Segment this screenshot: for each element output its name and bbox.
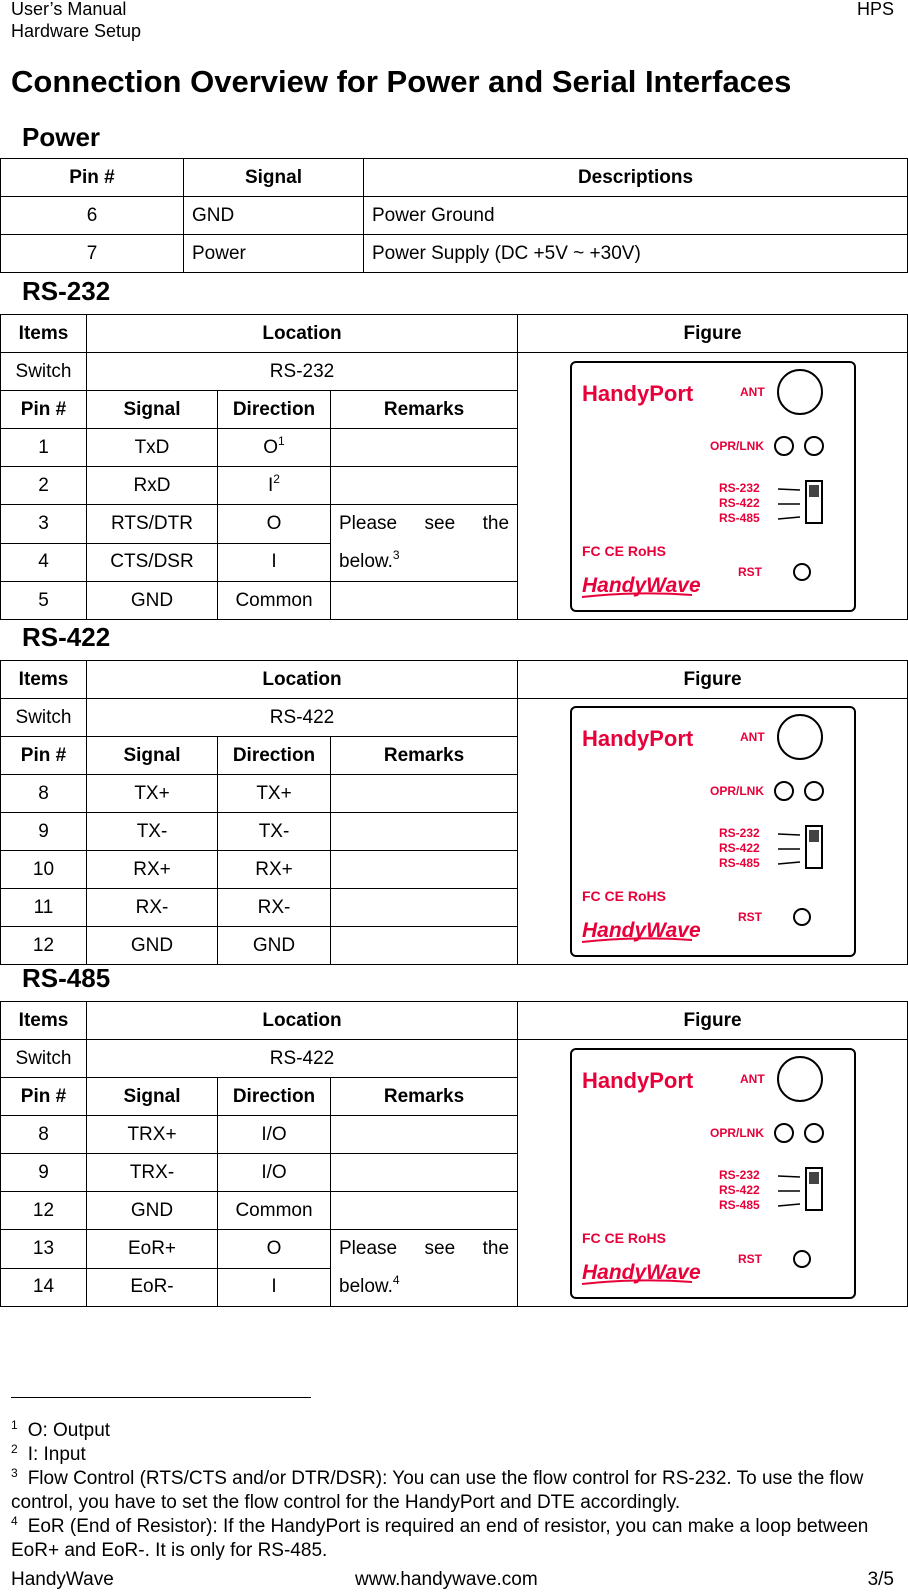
pin-cell: 8 [1, 775, 87, 813]
remarks-cell [331, 467, 518, 505]
table-header: Location [87, 1002, 518, 1040]
switch-value: RS-232 [87, 353, 518, 391]
table-header: Location [87, 315, 518, 353]
panel-label-sw1: RS-232 [718, 1167, 760, 1182]
pin-cell: 7 [1, 235, 184, 273]
page-title: Connection Overview for Power and Serial Interfaces [11, 64, 792, 99]
remarks-cell [331, 927, 518, 965]
rs485-table [0, 1001, 908, 1307]
direction-cell: Common [218, 1192, 331, 1230]
footer-company: HandyWave [11, 1569, 114, 1590]
direction-cell: I/O [218, 1154, 331, 1192]
footer-website[interactable]: www.handywave.com [355, 1569, 538, 1590]
pin-cell: 1 [1, 429, 87, 467]
section-title-power: Power [22, 122, 101, 152]
table-header: Remarks [331, 1078, 518, 1116]
table-row [1, 197, 908, 235]
direction-value: O [263, 436, 279, 458]
panel-label-cert: FC CE RoHS [581, 1229, 666, 1246]
direction-cell: O [218, 505, 331, 544]
panel-label-rst: RST [737, 910, 762, 924]
panel-label-sw2: RS-422 [718, 495, 760, 510]
remarks-cell [331, 1116, 518, 1154]
panel-label-sw3: RS-485 [718, 1197, 760, 1212]
pin-cell: 2 [1, 467, 87, 505]
pin-cell: 8 [1, 1116, 87, 1154]
remark-tail: below. [339, 1276, 393, 1297]
table-header: Pin # [1, 737, 87, 775]
table-header: Signal [87, 1078, 218, 1116]
panel-label-sw3: RS-485 [718, 856, 760, 870]
footnote-ref: 3 [392, 548, 400, 562]
table-header: Signal [184, 159, 364, 197]
device-panel-figure [568, 359, 858, 614]
pin-cell: 12 [1, 927, 87, 965]
footnote-text: O: Output [27, 1420, 111, 1441]
footnote-number: 1 [11, 1418, 18, 1432]
switch-label: Switch [1, 1040, 87, 1078]
remarks-cell [331, 429, 518, 467]
table-header: Remarks [331, 391, 518, 429]
power-table [0, 158, 908, 273]
pin-cell: 4 [1, 543, 87, 582]
panel-label-opr: OPR/LNK [709, 438, 764, 453]
switch-label: Switch [1, 353, 87, 391]
pin-cell: 5 [1, 582, 87, 620]
header-section: Hardware Setup [11, 21, 142, 41]
remark-tail: below. [339, 551, 393, 572]
remarks-cell [331, 889, 518, 927]
footer-page-number: 3/5 [867, 1569, 894, 1590]
footnote-number: 3 [11, 1466, 18, 1480]
table-header: Figure [518, 315, 908, 353]
signal-cell: EoR+ [87, 1230, 218, 1269]
rs232-table [0, 314, 908, 620]
section-title-rs232: RS-232 [22, 276, 111, 306]
remarks-cell [331, 1230, 518, 1307]
panel-label-sw3: RS-485 [718, 510, 760, 525]
figure-cell [518, 699, 908, 965]
description-cell: Power Supply (DC +5V ~ +30V) [364, 235, 908, 273]
table-header: Pin # [1, 391, 87, 429]
panel-label-rst: RST [737, 1251, 762, 1266]
direction-cell: I [218, 543, 331, 582]
figure-cell [518, 353, 908, 620]
panel-label-opr: OPR/LNK [709, 1125, 764, 1140]
signal-cell: GND [87, 1192, 218, 1230]
device-panel-figure [568, 704, 858, 959]
switch-value: RS-422 [87, 699, 518, 737]
panel-label-brand: HandyPort [581, 380, 693, 406]
signal-cell: TRX- [87, 1154, 218, 1192]
direction-cell [218, 429, 331, 467]
panel-label-maker: HandyWave [581, 573, 701, 597]
remarks-cell [331, 775, 518, 813]
signal-cell: TxD [87, 429, 218, 467]
section-title-rs485: RS-485 [22, 963, 111, 993]
pin-cell: 14 [1, 1268, 87, 1307]
header-product: HPS [856, 0, 894, 19]
panel-label-sw1: RS-232 [718, 480, 760, 495]
description-cell: Power Ground [364, 197, 908, 235]
signal-cell: TRX+ [87, 1116, 218, 1154]
rs422-table [0, 660, 908, 965]
table-header: Pin # [1, 159, 184, 197]
panel-label-cert: FC CE RoHS [581, 542, 666, 559]
footnote-number: 2 [11, 1442, 18, 1456]
figure-cell [518, 1040, 908, 1307]
pin-cell: 9 [1, 813, 87, 851]
pin-cell: 3 [1, 505, 87, 544]
signal-cell: GND [87, 582, 218, 620]
remark-text: Please see the [339, 513, 510, 534]
footnote-2 [11, 1443, 891, 1467]
pin-cell: 12 [1, 1192, 87, 1230]
table-header: Items [1, 1002, 87, 1040]
table-header: Direction [218, 391, 331, 429]
panel-label-sw1: RS-232 [718, 826, 760, 840]
direction-cell: TX+ [218, 775, 331, 813]
footnote-text: Flow Control (RTS/CTS and/or DTR/DSR): You can use the flow control for RS-232. To use the flow control, you have to set the flow control for the HandyPort and DTE accordingly. [11, 1468, 864, 1513]
signal-cell: RxD [87, 467, 218, 505]
pin-cell: 10 [1, 851, 87, 889]
signal-cell: RX- [87, 889, 218, 927]
footnote-4 [11, 1515, 891, 1563]
footnote-ref: 2 [273, 471, 280, 486]
remarks-cell [331, 505, 518, 582]
signal-cell: GND [87, 927, 218, 965]
panel-label-ant: ANT [739, 384, 765, 399]
table-header: Figure [518, 661, 908, 699]
direction-cell: GND [218, 927, 331, 965]
panel-label-ant: ANT [739, 1071, 765, 1086]
panel-label-ant: ANT [739, 730, 765, 744]
table-row [1, 235, 908, 273]
footnote-1 [11, 1419, 891, 1443]
panel-label-sw2: RS-422 [718, 1182, 760, 1197]
table-header: Items [1, 661, 87, 699]
panel-label-maker: HandyWave [581, 919, 701, 942]
header-manual: User’s Manual [11, 0, 127, 19]
pin-cell: 6 [1, 197, 184, 235]
switch-value: RS-422 [87, 1040, 518, 1078]
table-header: Signal [87, 737, 218, 775]
panel-label-cert: FC CE RoHS [581, 888, 666, 904]
panel-label-opr: OPR/LNK [709, 784, 764, 798]
footnote-text: I: Input [27, 1444, 86, 1465]
panel-label-brand: HandyPort [581, 1067, 693, 1093]
table-header: Direction [218, 737, 331, 775]
signal-cell: TX+ [87, 775, 218, 813]
footnote-ref: 4 [392, 1273, 400, 1287]
signal-cell: GND [184, 197, 364, 235]
remarks-cell [331, 1192, 518, 1230]
table-header: Remarks [331, 737, 518, 775]
direction-value: I [268, 474, 274, 496]
signal-cell: EoR- [87, 1268, 218, 1307]
signal-cell: RTS/DTR [87, 505, 218, 544]
pin-cell: 11 [1, 889, 87, 927]
footnote-separator [11, 1397, 311, 1398]
panel-label-sw2: RS-422 [718, 841, 760, 855]
table-header: Pin # [1, 1078, 87, 1116]
direction-cell: Common [218, 582, 331, 620]
signal-cell: TX- [87, 813, 218, 851]
table-header: Location [87, 661, 518, 699]
signal-cell: RX+ [87, 851, 218, 889]
direction-cell: I/O [218, 1116, 331, 1154]
pin-cell: 9 [1, 1154, 87, 1192]
panel-label-brand: HandyPort [581, 726, 693, 751]
table-header: Descriptions [364, 159, 908, 197]
signal-cell: Power [184, 235, 364, 273]
remarks-cell [331, 851, 518, 889]
signal-cell: CTS/DSR [87, 543, 218, 582]
footnote-number: 4 [11, 1514, 18, 1528]
direction-cell: RX+ [218, 851, 331, 889]
direction-cell: I [218, 1268, 331, 1307]
remarks-cell [331, 1154, 518, 1192]
table-header: Figure [518, 1002, 908, 1040]
direction-cell: RX- [218, 889, 331, 927]
direction-cell [218, 467, 331, 505]
device-panel-figure [568, 1046, 858, 1301]
pin-cell: 13 [1, 1230, 87, 1269]
footnote-3 [11, 1467, 891, 1515]
table-header: Items [1, 315, 87, 353]
section-title-rs422: RS-422 [22, 622, 111, 652]
direction-cell: TX- [218, 813, 331, 851]
direction-cell: O [218, 1230, 331, 1269]
remark-text: Please see the [339, 1238, 510, 1259]
footnote-text: EoR (End of Resistor): If the HandyPort is required an end of resistor, you can make a loop between EoR+ and EoR-. It is only for RS-485. [11, 1516, 869, 1561]
footnote-ref: 1 [278, 433, 285, 448]
table-header: Signal [87, 391, 218, 429]
remarks-cell [331, 582, 518, 620]
switch-label: Switch [1, 699, 87, 737]
panel-label-maker: HandyWave [581, 1260, 701, 1284]
remarks-cell [331, 813, 518, 851]
panel-label-rst: RST [737, 564, 762, 579]
table-header: Direction [218, 1078, 331, 1116]
